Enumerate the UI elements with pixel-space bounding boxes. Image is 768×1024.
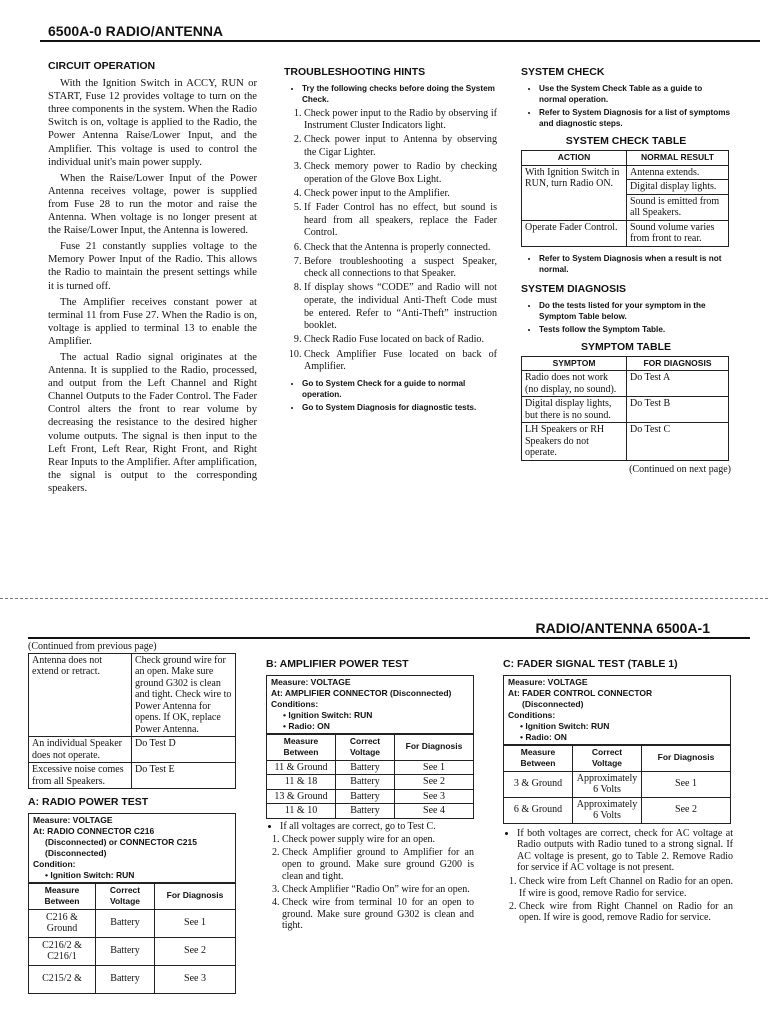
table-cell: Antenna does not extend or retract. xyxy=(29,653,132,737)
table-cell: C216/2 & C216/1 xyxy=(29,937,96,965)
table-header: Measure Between xyxy=(267,734,336,760)
table-cell: Excessive noise comes from all Speakers. xyxy=(29,763,132,789)
continued-section xyxy=(28,641,240,994)
table-row xyxy=(267,760,474,775)
system-check-title: SYSTEM CHECK xyxy=(521,66,605,78)
table-header: Measure Between xyxy=(504,745,573,771)
test-c-at: At: FADER CONTROL CONNECTOR xyxy=(508,687,653,698)
table-cell: With Ignition Switch in RUN, turn Radio ON. xyxy=(522,165,627,220)
table-cell: Do Test D xyxy=(132,737,236,763)
circuit-operation-section xyxy=(48,60,257,498)
table-row xyxy=(522,423,729,461)
table-cell: See 2 xyxy=(642,797,731,823)
test-b-cond1: • Ignition Switch: RUN xyxy=(283,709,373,720)
table-row xyxy=(29,737,236,763)
troubleshooting-bullets-bottom xyxy=(284,378,497,413)
bullet-item: • Use the System Check Table as a guide to normal operation. xyxy=(539,83,731,105)
list-item: 5. If Fader Control has no effect, but sound is heard from all speakers, replace the Fader Control. xyxy=(304,202,497,240)
table-header: FOR DIAGNOSIS xyxy=(627,356,729,371)
table-header: Correct Voltage xyxy=(573,745,642,771)
page-header-bottom: RADIO/ANTENNA 6500A-1 xyxy=(535,620,710,636)
table-cell: Do Test C xyxy=(627,423,729,461)
table-cell: See 3 xyxy=(155,965,236,993)
table-cell: C216 & Ground xyxy=(29,909,96,937)
system-check-section xyxy=(521,66,731,476)
troubleshooting-bullet-top xyxy=(284,83,497,105)
system-diagnosis-bullets xyxy=(521,300,731,335)
test-b-measure: Measure: VOLTAGE xyxy=(271,676,351,687)
bullet-item: • Go to System Diagnosis for diagnostic tests. xyxy=(302,402,497,413)
circuit-paragraph: When the Raise/Lower Input of the Power Antenna receives voltage, power is supplied from Fuse 28 to run the motor and raise the Antenna. When voltage is no longer present at the Raise/Lower Input, the Antenna is lowered. xyxy=(48,172,257,237)
test-a-at3: (Disconnected) xyxy=(45,847,107,858)
list-item: 2. Check wire from Right Channel on Radio for an open. If wire is good, remove Radio for service. xyxy=(519,901,733,924)
test-a-cond1: • Ignition Switch: RUN xyxy=(45,869,135,880)
table-cell: Battery xyxy=(336,775,395,790)
test-a-measure: Measure: VOLTAGE xyxy=(33,814,113,825)
table-row xyxy=(504,797,731,823)
table-cell: An individual Speaker does not operate. xyxy=(29,737,132,763)
table-cell: 6 & Ground xyxy=(504,797,573,823)
test-b-steps xyxy=(266,834,474,932)
symptom-table xyxy=(521,356,729,461)
list-item: 6. Check that the Antenna is properly connected. xyxy=(304,242,497,255)
list-item: 10. Check Amplifier Fuse located on back of Amplifier. xyxy=(304,349,497,374)
table-row xyxy=(267,775,474,790)
test-a-at2: (Disconnected) or CONNECTOR C215 xyxy=(45,836,197,847)
test-c-cond1: • Ignition Switch: RUN xyxy=(520,720,610,731)
table-cell: Do Test B xyxy=(627,397,729,423)
test-b-bullet xyxy=(266,821,474,833)
table-cell: Digital display lights, but there is no sound. xyxy=(522,397,627,423)
table-row xyxy=(504,771,731,797)
test-c-conditions: Conditions: xyxy=(508,709,556,720)
bullet-item: • Go to System Check for a guide to normal operation. xyxy=(302,378,497,400)
system-diagnosis-title: SYSTEM DIAGNOSIS xyxy=(521,282,627,295)
table-header: For Diagnosis xyxy=(395,734,474,760)
bullet-item: • Refer to System Diagnosis when a result is not normal. xyxy=(539,253,731,275)
header-rule-top xyxy=(40,40,760,42)
table-header: Measure Between xyxy=(29,883,96,909)
header-rule-bottom xyxy=(28,637,750,639)
system-check-bullets xyxy=(521,83,731,129)
circuit-operation-title: CIRCUIT OPERATION xyxy=(48,60,156,72)
test-b-title: B: AMPLIFIER POWER TEST xyxy=(266,658,409,670)
circuit-paragraph: Fuse 21 constantly supplies voltage to the Memory Power Input of the Radio. This allows the Radio to maintain the present settings while it is turned off. xyxy=(48,241,257,292)
test-a-at: At: RADIO CONNECTOR C216 xyxy=(33,825,155,836)
list-item: 8. If display shows “CODE” and Radio will not operate, the individual Anti-Theft Code must be entered. Refer to “Anti-Theft” instruction booklet. xyxy=(304,282,497,332)
test-b-conditions: Conditions: xyxy=(271,698,319,709)
bullet-item: • Do the tests listed for your symptom in the Symptom Table below. xyxy=(539,300,731,322)
table-row xyxy=(29,653,236,737)
troubleshooting-title: TROUBLESHOOTING HINTS xyxy=(284,66,426,78)
table-row xyxy=(522,397,729,423)
test-c-measure: Measure: VOLTAGE xyxy=(508,676,588,687)
table-row xyxy=(29,909,236,937)
table-cell: See 2 xyxy=(155,937,236,965)
circuit-paragraph: The actual Radio signal originates at the Antenna. It is supplied to the Radio, processed, and output from the Left Channel and Right Channel Outputs to the Fader Control. The Fader Control alters the front to rear volume by decreasing the resistance to the desired higher volume outputs. The signal is then input to the Left Front, Left Rear, Right Front, and Right Rear Inputs to the Amplifier. After amplification, the signal is output to the corresponding speakers. xyxy=(48,351,257,494)
result-line: Digital display lights. xyxy=(627,180,728,195)
bullet-item: • If both voltages are correct, check for AC voltage at Radio outputs with Radio tuned to a strong signal. If AC voltage is present, go to Table 2. Remove Radio for service if AC voltage is not present. xyxy=(517,828,733,874)
table-cell: Approximately 6 Volts xyxy=(573,797,642,823)
test-c-cond2: • Radio: ON xyxy=(520,731,567,742)
bullet-item: • Tests follow the Symptom Table. xyxy=(539,324,731,335)
table-header: For Diagnosis xyxy=(155,883,236,909)
table-header: SYMPTOM xyxy=(522,356,627,371)
result-line: Sound is emitted from all Speakers. xyxy=(630,195,720,219)
troubleshooting-list xyxy=(284,108,497,374)
test-a-title: A: RADIO POWER TEST xyxy=(28,796,149,808)
system-check-table xyxy=(521,150,729,247)
table-cell: Battery xyxy=(336,804,395,819)
test-c-steps xyxy=(503,876,733,924)
table-cell: 11 & 18 xyxy=(267,775,336,790)
table-header: Correct Voltage xyxy=(96,883,155,909)
list-item: 7. Before troubleshooting a suspect Speaker, check all connections to that Speaker. xyxy=(304,256,497,281)
test-c-bullet xyxy=(503,828,733,874)
test-b-cond2: • Radio: ON xyxy=(283,720,330,731)
table-cell xyxy=(627,165,729,220)
test-b-section xyxy=(266,659,474,933)
table-cell: Operate Fader Control. xyxy=(522,220,627,246)
list-item: 4. Check power input to the Amplifier. xyxy=(304,188,497,201)
test-a-condition: Condition: xyxy=(33,858,76,869)
list-item: 2. Check Amplifier ground to Amplifier for an open to ground. Make sure ground G200 is clean and tight. xyxy=(282,847,474,882)
list-item: 3. Check Amplifier “Radio On” wire for an open. xyxy=(282,884,474,896)
table-cell: Do Test E xyxy=(132,763,236,789)
bullet-item: • If all voltages are correct, go to Test C. xyxy=(280,821,474,833)
test-c-at2: (Disconnected) xyxy=(522,698,584,709)
table-cell: Sound volume varies from front to rear. xyxy=(627,220,729,246)
table-cell: Battery xyxy=(336,789,395,804)
table-cell: Radio does not work (no display, no sound). xyxy=(522,371,627,397)
table-cell: Battery xyxy=(96,909,155,937)
system-check-after-bullet xyxy=(521,253,731,275)
continued-next-page: (Continued on next page) xyxy=(629,463,731,475)
continued-symptom-table xyxy=(28,653,236,790)
test-c-conditions-box xyxy=(503,675,731,745)
table-cell: See 2 xyxy=(395,775,474,790)
table-cell: C215/2 & xyxy=(29,965,96,993)
table-cell: Do Test A xyxy=(627,371,729,397)
table-cell: 13 & Ground xyxy=(267,789,336,804)
table-header: ACTION xyxy=(522,151,627,166)
circuit-paragraph: The Amplifier receives constant power at terminal 11 from Fuse 27. When the Radio is on, voltage is applied to terminal 13 to enable the Amplifier. xyxy=(48,296,257,347)
table-row xyxy=(522,220,729,246)
list-item: 4. Check wire from terminal 10 for an open to ground. Make sure ground G302 is clean and tight. xyxy=(282,897,474,932)
troubleshooting-section xyxy=(284,66,497,415)
table-cell: See 4 xyxy=(395,804,474,819)
test-b-table xyxy=(266,734,474,819)
table-cell: See 1 xyxy=(155,909,236,937)
table-cell: Approximately 6 Volts xyxy=(573,771,642,797)
table-cell: See 3 xyxy=(395,789,474,804)
test-c-table xyxy=(503,745,731,824)
test-a-table xyxy=(28,883,236,994)
list-item: 2. Check power input to Antenna by observing the Cigar Lighter. xyxy=(304,134,497,159)
table-cell: See 1 xyxy=(642,771,731,797)
continued-from-previous: (Continued from previous page) xyxy=(28,641,157,652)
table-row xyxy=(29,965,236,993)
list-item: 9. Check Radio Fuse located on back of Radio. xyxy=(304,334,497,347)
table-row xyxy=(29,937,236,965)
test-c-title: C: FADER SIGNAL TEST (TABLE 1) xyxy=(503,658,678,670)
table-header: For Diagnosis xyxy=(642,745,731,771)
table-cell: Battery xyxy=(96,937,155,965)
table-row xyxy=(267,804,474,819)
test-b-conditions-box xyxy=(266,675,474,734)
test-c-section xyxy=(503,659,733,926)
list-item: 1. Check power input to the Radio by observing if Instrument Cluster Indicators light. xyxy=(304,108,497,133)
circuit-paragraph: With the Ignition Switch in ACCY, RUN or START, Fuse 12 provides voltage to turn on the three components in the system. When the Radio Switch is on, voltage is applied to the Radio, the Power Antenna Raise/Lower Input, and the Amplifier. This voltage is used to control the individual unit's main power supply. xyxy=(48,78,257,168)
bullet-item: • Refer to System Diagnosis for a list of symptoms and diagnostic steps. xyxy=(539,107,731,129)
table-row xyxy=(29,763,236,789)
table-cell: 3 & Ground xyxy=(504,771,573,797)
table-cell: Battery xyxy=(96,965,155,993)
table-cell: Check ground wire for an open. Make sure ground G302 is clean and tight. Check wire to Power Antenna for opens. If OK, replace Power Antenna. xyxy=(132,653,236,737)
table-cell: 11 & 10 xyxy=(267,804,336,819)
system-check-table-title: SYSTEM CHECK TABLE xyxy=(565,135,687,148)
test-b-at: At: AMPLIFIER CONNECTOR (Disconnected) xyxy=(271,687,452,698)
page-divider xyxy=(0,598,768,599)
table-row xyxy=(267,789,474,804)
list-item: 3. Check memory power to Radio by checking operation of the Glove Box Light. xyxy=(304,161,497,186)
test-a-conditions-box xyxy=(28,813,236,883)
list-item: 1. Check power supply wire for an open. xyxy=(282,834,474,846)
table-cell: See 1 xyxy=(395,760,474,775)
table-header: Correct Voltage xyxy=(336,734,395,760)
list-item: 1. Check wire from Left Channel on Radio for an open. If wire is good, remove Radio for service. xyxy=(519,876,733,899)
result-line: Antenna extends. xyxy=(627,166,728,181)
symptom-table-title: SYMPTOM TABLE xyxy=(580,340,672,353)
page-header-top: 6500A-0 RADIO/ANTENNA xyxy=(48,23,224,39)
table-cell: LH Speakers or RH Speakers do not operate. xyxy=(522,423,627,461)
table-cell: Battery xyxy=(336,760,395,775)
bullet-item: • Try the following checks before doing the System Check. xyxy=(302,83,497,105)
table-header: NORMAL RESULT xyxy=(627,151,729,166)
table-cell: 11 & Ground xyxy=(267,760,336,775)
table-row xyxy=(522,371,729,397)
table-row xyxy=(522,165,729,220)
